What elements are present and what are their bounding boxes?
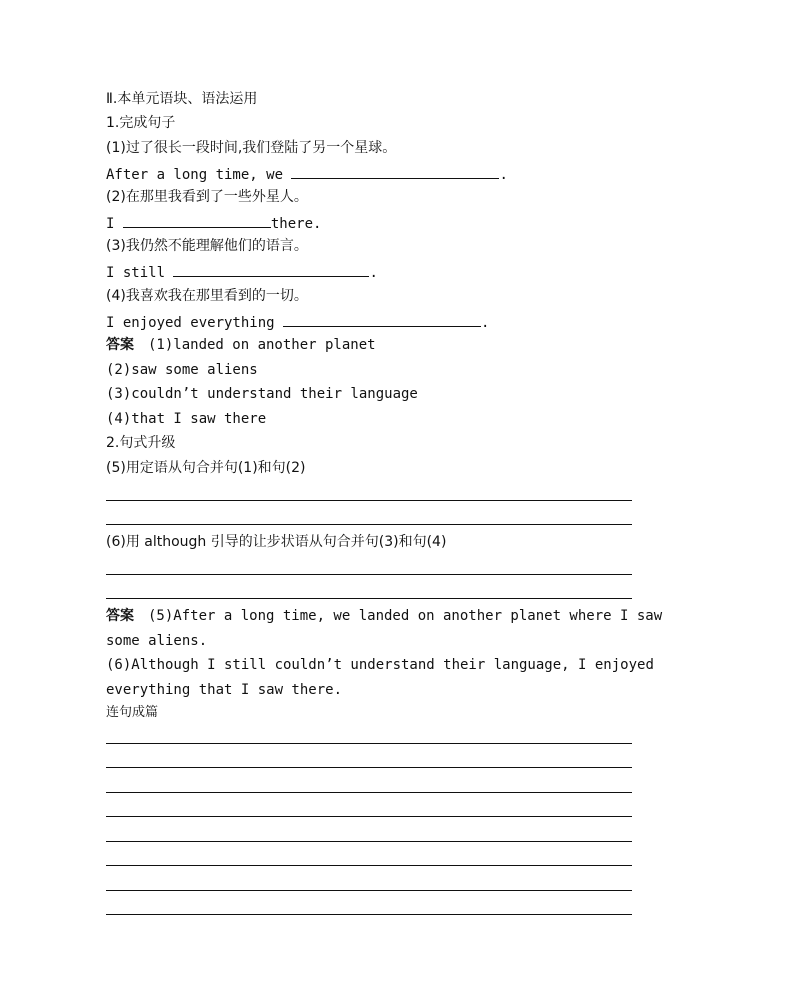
q3-english-suffix: . — [369, 265, 378, 281]
essay-rule-6[interactable] — [106, 865, 632, 866]
q5-answer-rule-2[interactable] — [106, 524, 632, 525]
q4-english-suffix: . — [481, 315, 490, 331]
part2-heading: 2.句式升级 — [106, 435, 176, 451]
q2-blank[interactable] — [123, 213, 271, 228]
answer-5-text: (5)After a long time, we landed on another planet where I saw — [148, 608, 663, 624]
answer-label: 答案 — [106, 337, 134, 353]
q1-chinese: (1)过了很长一段时间,我们登陆了另一个星球。 — [106, 140, 397, 156]
q5-answer-rule-1[interactable] — [106, 500, 632, 501]
q2-english-suffix: there. — [270, 216, 322, 232]
q2-chinese: (2)在那里我看到了一些外星人。 — [106, 189, 308, 205]
answer-3: (3)couldn’t understand their language — [106, 386, 418, 402]
q6-answer-rule-2[interactable] — [106, 598, 632, 599]
q3-english — [106, 262, 378, 282]
essay-rule-1[interactable] — [106, 743, 632, 744]
q5-instruction: (5)用定语从句合并句(1)和句(2) — [106, 460, 306, 476]
answer-5-continuation: some aliens. — [106, 633, 208, 649]
answer-6-continuation: everything that I saw there. — [106, 682, 343, 698]
part1-heading: 1.完成句子 — [106, 115, 176, 131]
q3-chinese: (3)我仍然不能理解他们的语言。 — [106, 238, 308, 254]
part2-answer5-line1 — [106, 607, 662, 625]
q6-instruction: (6)用 although 引导的让步状语从句合并句(3)和句(4) — [106, 534, 447, 550]
q1-english-prefix: After a long time, we — [106, 167, 284, 183]
q1-english — [106, 164, 508, 184]
q6-answer-rule-1[interactable] — [106, 574, 632, 575]
q4-chinese: (4)我喜欢我在那里看到的一切。 — [106, 288, 308, 304]
q4-english-prefix: I enjoyed everything — [106, 315, 275, 331]
answer-1: (1)landed on another planet — [148, 337, 376, 353]
q4-blank[interactable] — [283, 312, 481, 327]
answer-6-text: (6)Although I still couldn’t understand their language, I enjoyed — [106, 657, 654, 673]
essay-rule-7[interactable] — [106, 890, 632, 891]
answer-2: (2)saw some aliens — [106, 362, 258, 378]
q2-english-prefix: I — [106, 216, 115, 232]
q3-english-prefix: I still — [106, 265, 166, 281]
answer-4: (4)that I saw there — [106, 411, 267, 427]
section-title: Ⅱ.本单元语块、语法运用 — [106, 91, 258, 107]
q4-english — [106, 312, 489, 332]
q3-blank[interactable] — [173, 262, 369, 277]
answer-label: 答案 — [106, 608, 134, 624]
part3-heading: 连句成篇 — [106, 705, 159, 720]
essay-rule-4[interactable] — [106, 816, 632, 817]
essay-rule-2[interactable] — [106, 767, 632, 768]
q1-blank[interactable] — [291, 164, 499, 179]
q1-english-suffix: . — [499, 167, 508, 183]
part1-answer-line — [106, 336, 376, 354]
essay-rule-3[interactable] — [106, 792, 632, 793]
essay-rule-8[interactable] — [106, 914, 632, 915]
q2-english — [106, 213, 321, 233]
essay-rule-5[interactable] — [106, 841, 632, 842]
